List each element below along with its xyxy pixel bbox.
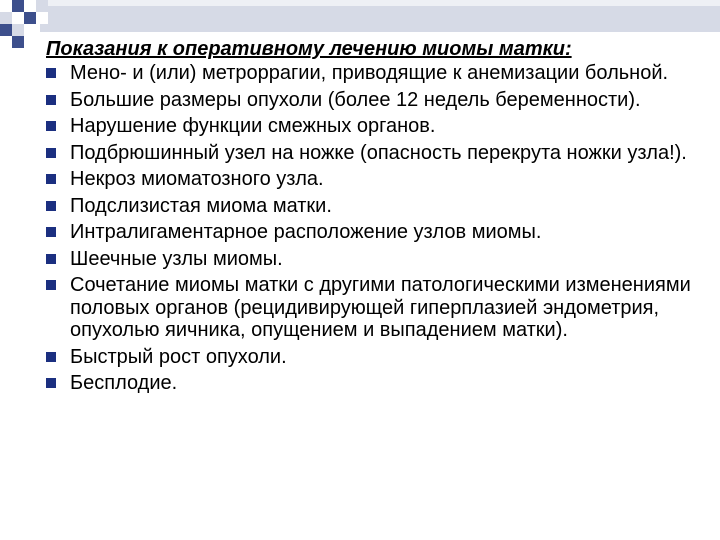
list-item — [46, 248, 696, 271]
list-item-text: Сочетание миомы матки с другими патологическими изменениями половых органов (рецидивирующей гиперплазией эндометрия, опухолью яичника, опущением и выпадением матки). — [70, 274, 691, 341]
square-bullet-icon — [46, 378, 56, 388]
list-item — [46, 89, 696, 112]
list-item-text: Некроз миоматозного узла. — [70, 168, 324, 190]
list-item — [46, 62, 696, 85]
square-bullet-icon — [46, 148, 56, 158]
list-item-text: Подслизистая миома матки. — [70, 194, 332, 217]
list-item — [46, 195, 696, 218]
list-item-text: Мено- и (или) метроррагии, приводящие к анемизации больной. — [70, 62, 669, 84]
square-bullet-icon — [46, 254, 56, 264]
square-bullet-icon — [46, 201, 56, 211]
list-item — [46, 115, 696, 138]
bullet-list — [46, 62, 696, 395]
list-item — [46, 221, 696, 244]
list-item-text: Большие размеры опухоли (более 12 недель беременности). — [70, 88, 641, 111]
list-item-text: Бесплодие. — [70, 372, 178, 394]
list-item — [46, 274, 696, 342]
list-item-text: Нарушение функции смежных органов. — [70, 115, 436, 137]
square-bullet-icon — [46, 95, 56, 105]
square-bullet-icon — [46, 174, 56, 184]
square-bullet-icon — [46, 352, 56, 362]
list-item-text: Интралигаментарное расположение узлов миомы. — [70, 221, 542, 243]
slide-content — [46, 36, 696, 399]
slide-title: Показания к оперативному лечению миомы матки: — [46, 38, 572, 60]
list-item-text: Шеечные узлы миомы. — [70, 247, 283, 270]
square-bullet-icon — [46, 68, 56, 78]
list-item — [46, 168, 696, 191]
square-bullet-icon — [46, 280, 56, 290]
list-item — [46, 372, 696, 395]
list-item-text: Подбрюшинный узел на ножке (опасность перекрута ножки узла!). — [70, 141, 687, 164]
list-item — [46, 142, 696, 165]
square-bullet-icon — [46, 121, 56, 131]
list-item — [46, 346, 696, 369]
list-item-text: Быстрый рост опухоли. — [70, 345, 287, 368]
square-bullet-icon — [46, 227, 56, 237]
